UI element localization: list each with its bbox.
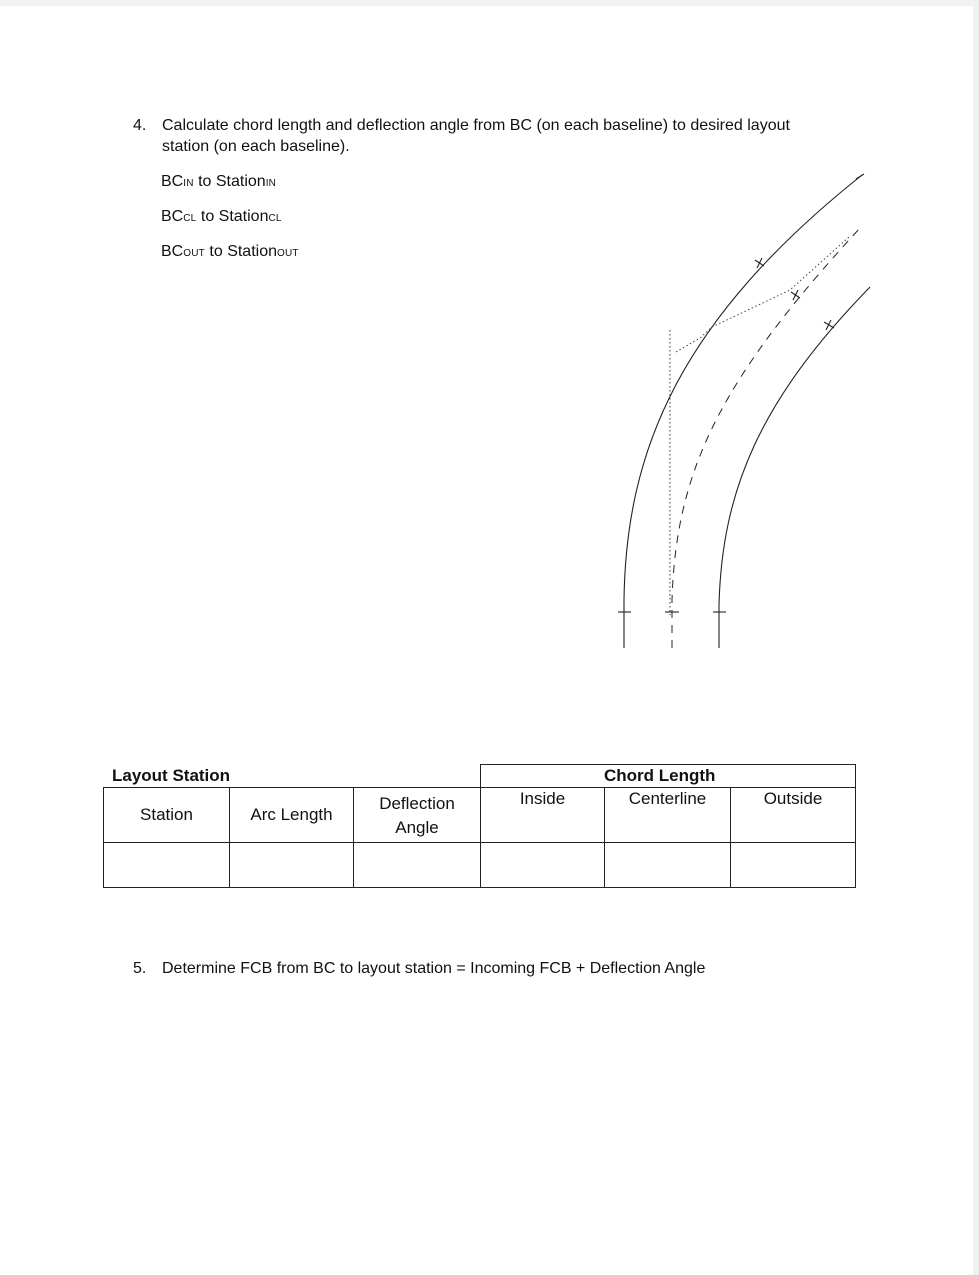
col-station: Station (140, 805, 193, 824)
cell-station-input[interactable] (104, 843, 229, 887)
layout-station-title: Layout Station (112, 766, 231, 785)
question-5-number: 5. (133, 960, 147, 977)
question-4-line-2: station (on each baseline). (162, 138, 350, 155)
layout-table (0, 6, 973, 1275)
question-4-number: 4. (133, 117, 147, 134)
col-deflection-angle: Deflection Angle (379, 794, 455, 837)
col-centerline: Centerline (628, 789, 707, 808)
cell-deflection-angle-input[interactable] (354, 843, 480, 887)
chord-length-title: Chord Length (604, 766, 716, 785)
col-outside: Outside (763, 789, 823, 808)
col-inside: Inside (519, 789, 566, 808)
cell-arc-length-input[interactable] (230, 843, 353, 887)
cell-inside-input[interactable] (481, 843, 604, 887)
cell-centerline-input[interactable] (605, 843, 730, 887)
bc-in-to-station-in: BCIN to StationIN (161, 173, 277, 190)
question-4-line-1: Calculate chord length and deflection angle from BC (on each baseline) to desired layout (162, 117, 790, 134)
document-page (0, 6, 973, 1275)
bc-cl-to-station-cl: BCCL to StationCL (161, 208, 282, 225)
col-arc-length: Arc Length (250, 805, 333, 824)
bc-out-to-station-out: BCOUT to StationOUT (161, 243, 299, 260)
question-5-text: Determine FCB from BC to layout station = Incoming FCB + Deflection Angle (162, 960, 706, 977)
cell-outside-input[interactable] (731, 843, 855, 887)
